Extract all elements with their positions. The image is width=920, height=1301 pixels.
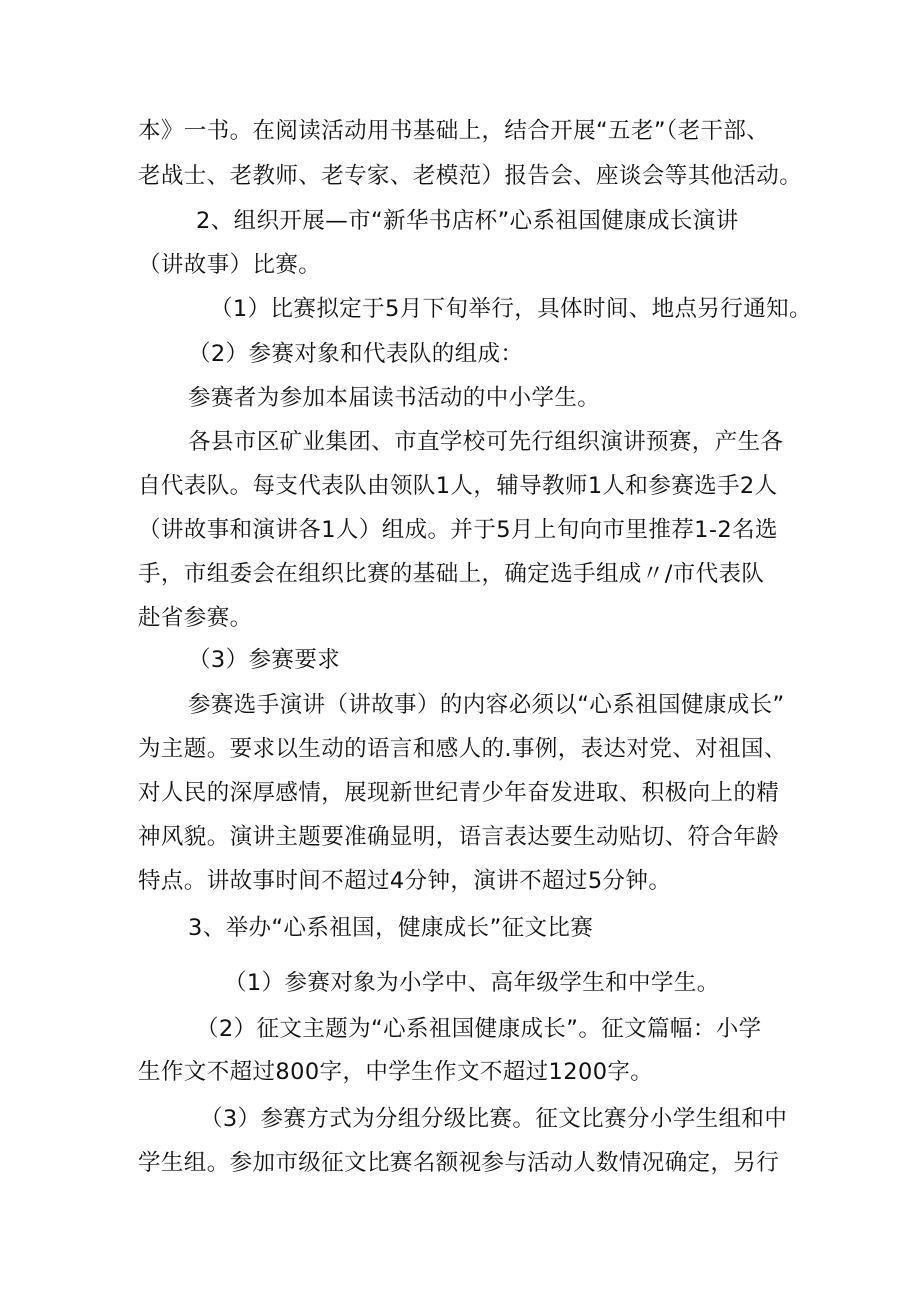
text-line: （1）参赛对象为小学中、高年级学生和中学生。: [224, 970, 720, 996]
text-line: 生作文不超过800字，中学生作文不超过1200字。: [138, 1059, 654, 1085]
section-heading: 2、组织开展—市“新华书店杯”心系祖国健康成长演讲: [196, 208, 739, 234]
text-line: 本》一书。在阅读活动用书基础上，结合开展“五老”（老干部、: [138, 118, 770, 144]
text-line: （2）参赛对象和代表队的组成：: [188, 341, 524, 367]
text-line: 赴省参赛。: [138, 605, 253, 631]
text-line: （2）征文主题为“心系祖国健康成长”。征文篇幅：小学: [196, 1016, 762, 1042]
text-line: 为主题。要求以生动的语言和感人的.事例，表达对党、对祖国、: [138, 736, 787, 762]
text-line: （3）参赛方式为分组分级比赛。征文比赛分小学生组和中: [200, 1106, 788, 1132]
text-line: 对人民的深厚感情，展现新世纪青少年奋发进取、积极向上的精: [138, 780, 780, 806]
text-line: 神风貌。演讲主题要准确显明，语言表达要生动贴切、符合年龄: [138, 824, 780, 850]
text-line: 各县市区矿业集团、市直学校可先行组织演讲预赛，产生各: [188, 429, 784, 455]
text-line: 特点。讲故事时间不超过4分钟，演讲不超过5分钟。: [138, 868, 672, 894]
text-line: 参赛选手演讲（讲故事）的内容必须以“心系祖国健康成长”: [188, 692, 785, 718]
text-line: （1）比赛拟定于5月下旬举行，具体时间、地点另行通知。: [210, 296, 812, 322]
text-line: 自代表队。每支代表队由领队1人，辅导教师1人和参赛选手2人: [138, 473, 778, 499]
text-line: （讲故事和演讲各1人）组成。并于5月上旬向市里推荐1-2名选: [138, 517, 778, 543]
text-line: 参赛者为参加本届读书活动的中小学生。: [188, 385, 601, 411]
text-line: （3）参赛要求: [188, 647, 341, 673]
text-line: 学生组。参加市级征文比赛名额视参与活动人数情况确定，另行: [138, 1150, 780, 1176]
text-line: 手，市组委会在组织比赛的基础上，确定选手组成〃/市代表队: [138, 561, 765, 587]
section-heading: 3、举办“心系祖国，健康成长”征文比赛: [188, 915, 594, 941]
text-line: （讲故事）比赛。: [138, 252, 322, 278]
text-line: 老战士、老教师、老专家、老模范）报告会、座谈会等其他活动。: [138, 163, 803, 189]
